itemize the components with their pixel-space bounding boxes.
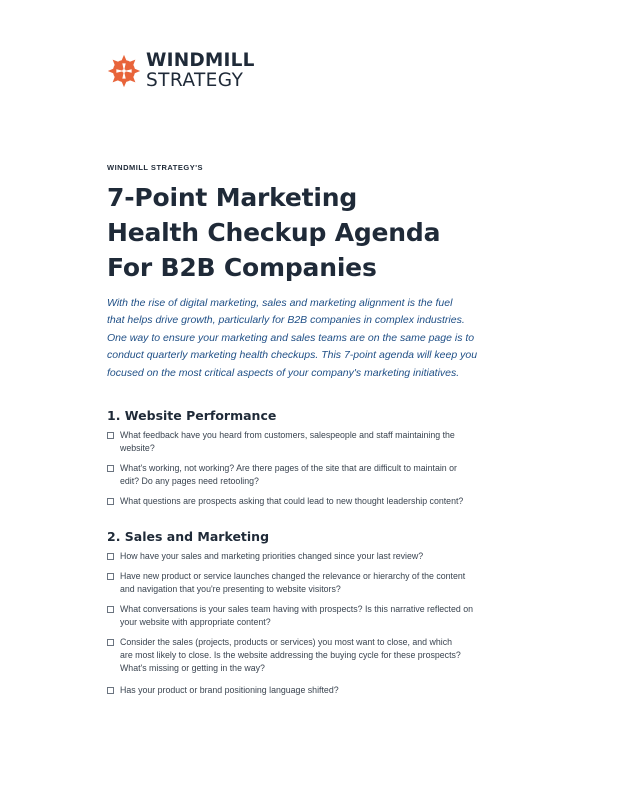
item-line: What's missing or getting in the way? <box>120 663 265 673</box>
checklist-item <box>107 636 527 675</box>
checkbox[interactable] <box>107 498 114 505</box>
checklist-item-text <box>120 462 457 488</box>
checkbox[interactable] <box>107 573 114 580</box>
title-line: Health Checkup Agenda <box>107 218 441 247</box>
item-line: How have your sales and marketing priorities changed since your last review? <box>120 551 424 561</box>
intro-line: that helps drive growth, particularly for B2B companies in complex industries. <box>107 314 465 327</box>
checkbox[interactable] <box>107 553 114 560</box>
intro-line: conduct quarterly marketing health checkups. This 7-point agenda will keep you <box>107 349 478 362</box>
item-line: Has your product or brand positioning language shifted? <box>120 685 339 695</box>
logo-line-strategy: STRATEGY <box>146 69 244 91</box>
item-line: and navigation that you're presenting to website visitors? <box>120 584 341 594</box>
checklist-item <box>107 429 527 455</box>
checklist-item-text <box>120 684 339 697</box>
item-line: What's working, not working? Are there pages of the site that are difficult to maintain or <box>120 463 457 473</box>
checklist-item-text <box>120 603 473 629</box>
windmill-gear-icon <box>107 54 141 88</box>
checkbox[interactable] <box>107 432 114 439</box>
item-line: What conversations is your sales team having with prospects? Is this narrative reflected on <box>120 604 474 614</box>
checklist-item <box>107 495 527 508</box>
item-line: edit? Do any pages need retooling? <box>120 476 259 486</box>
intro-line: With the rise of digital marketing, sales and marketing alignment is the fuel <box>107 297 453 309</box>
item-line: are most likely to close. Is the website addressing the buying cycle for these prospects? <box>120 650 461 660</box>
eyebrow-label: WINDMILL STRATEGY'S <box>107 163 204 172</box>
checklist-item-text <box>120 570 465 596</box>
intro-line: One way to ensure your marketing and sales teams are on the same page is to <box>107 331 475 344</box>
checklist-item-text <box>120 429 455 455</box>
title-line: 7-Point Marketing <box>107 183 358 212</box>
intro-line: focused on the most critical aspects of your company's marketing initiatives. <box>107 366 460 379</box>
item-line: Have new product or service launches changed the relevance or hierarchy of the content <box>120 571 466 581</box>
item-line: your website with appropriate content? <box>120 617 271 627</box>
checkbox[interactable] <box>107 639 114 646</box>
page-title <box>107 180 440 285</box>
item-line: What feedback have you heard from customers, salespeople and staff maintaining the <box>120 430 455 440</box>
checkbox[interactable] <box>107 606 114 613</box>
checkbox[interactable] <box>107 687 114 694</box>
logo-wordmark <box>146 52 255 90</box>
title-line: For B2B Companies <box>107 253 377 282</box>
checklist-item-text <box>120 550 423 563</box>
checklist-item <box>107 462 527 488</box>
section-heading-website-performance: 1. Website Performance <box>107 408 277 423</box>
section-heading-sales-and-marketing: 2. Sales and Marketing <box>107 529 270 544</box>
item-line: What questions are prospects asking that could lead to new thought leadership content? <box>120 496 464 506</box>
checklist-item <box>107 550 527 563</box>
checklist-item <box>107 570 527 596</box>
checklist-item-text <box>120 636 461 675</box>
checklist-item-text <box>120 495 463 508</box>
item-line: website? <box>120 443 155 453</box>
checklist-item <box>107 684 527 697</box>
checklist-item <box>107 603 527 629</box>
checkbox[interactable] <box>107 465 114 472</box>
intro-paragraph <box>107 295 517 382</box>
logo-line-windmill: WINDMILL <box>146 50 255 71</box>
item-line: Consider the sales (projects, products or services) you most want to close, and which <box>120 637 452 647</box>
logo <box>107 52 255 90</box>
